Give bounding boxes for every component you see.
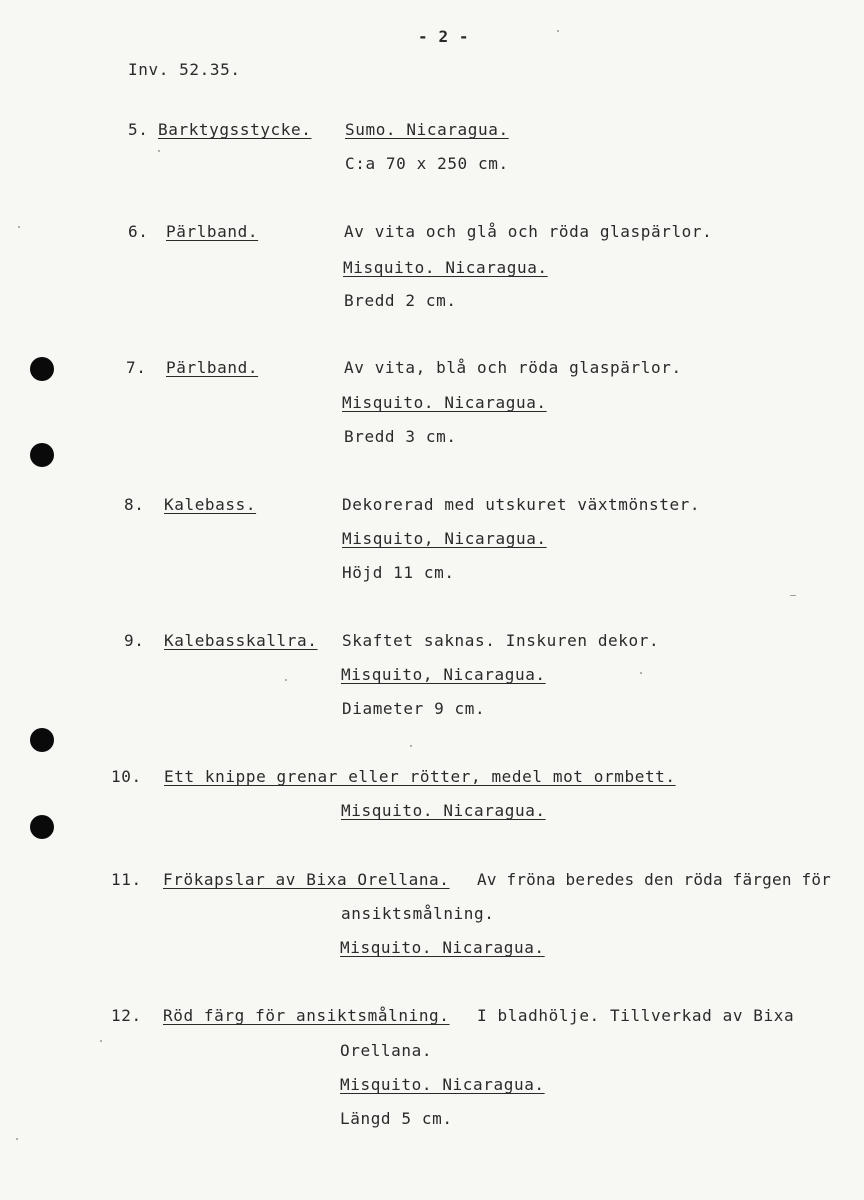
entry-dimensions: Längd 5 cm. bbox=[340, 1109, 453, 1128]
scan-speck bbox=[640, 672, 642, 674]
entry-description: Dekorerad med utskuret växtmönster. bbox=[342, 495, 701, 514]
entry-title: Ett knippe grenar eller rötter, medel mot ormbett. bbox=[164, 767, 676, 786]
entry-description: Skaftet saknas. Inskuren dekor. bbox=[342, 631, 660, 650]
scan-speck bbox=[410, 745, 412, 747]
scan-speck bbox=[100, 1040, 102, 1042]
entry-description: Av fröna beredes den röda färgen för bbox=[477, 870, 831, 889]
binder-hole bbox=[30, 728, 54, 752]
binder-hole bbox=[30, 357, 54, 381]
entry-description: Av vita och glå och röda glaspärlor. bbox=[344, 222, 713, 241]
entry-title: Pärlband. bbox=[166, 358, 259, 377]
entry-origin: Misquito. Nicaragua. bbox=[340, 938, 545, 957]
entry-number: 7. bbox=[126, 358, 147, 377]
entry-title: Barktygsstycke. bbox=[158, 120, 312, 139]
entry-number: 11. bbox=[111, 870, 142, 889]
entry-origin: Misquito, Nicaragua. bbox=[341, 665, 546, 684]
entry-title: Kalebasskallra. bbox=[164, 631, 318, 650]
scan-speck bbox=[18, 226, 20, 228]
entry-description: Av vita, blå och röda glaspärlor. bbox=[344, 358, 682, 377]
binder-hole bbox=[30, 815, 54, 839]
scan-speck bbox=[158, 150, 160, 152]
entry-dimensions: Bredd 3 cm. bbox=[344, 427, 457, 446]
entry-origin: Misquito, Nicaragua. bbox=[342, 529, 547, 548]
entry-description-continued: Orellana. bbox=[340, 1041, 433, 1060]
entry-origin: Sumo. Nicaragua. bbox=[345, 120, 509, 139]
page-number: - 2 - bbox=[418, 27, 470, 46]
entry-number: 6. bbox=[128, 222, 149, 241]
entry-number: 9. bbox=[124, 631, 145, 650]
entry-dimensions: C:a 70 x 250 cm. bbox=[345, 154, 509, 173]
entry-title: Röd färg för ansiktsmålning. bbox=[163, 1006, 450, 1025]
entry-origin: Misquito. Nicaragua. bbox=[342, 393, 547, 412]
entry-title: Frökapslar av Bixa Orellana. bbox=[163, 870, 450, 889]
entry-origin: Misquito. Nicaragua. bbox=[343, 258, 548, 277]
scan-speck bbox=[285, 679, 287, 681]
scan-speck bbox=[16, 1138, 18, 1140]
entry-number: 12. bbox=[111, 1006, 142, 1025]
entry-origin: Misquito. Nicaragua. bbox=[340, 1075, 545, 1094]
entry-number: 10. bbox=[111, 767, 142, 786]
entry-dimensions: Diameter 9 cm. bbox=[342, 699, 486, 718]
entry-dimensions: Höjd 11 cm. bbox=[342, 563, 455, 582]
entry-description: I bladhölje. Tillverkad av Bixa bbox=[477, 1006, 795, 1025]
scan-speck bbox=[557, 30, 559, 32]
entry-number: 8. bbox=[124, 495, 145, 514]
entry-dimensions: Bredd 2 cm. bbox=[344, 291, 457, 310]
inventory-number: Inv. 52.35. bbox=[128, 60, 241, 79]
entry-description-continued: ansiktsmålning. bbox=[341, 904, 495, 923]
entry-title: Kalebass. bbox=[164, 495, 257, 514]
scan-speck bbox=[790, 595, 796, 596]
entry-origin: Misquito. Nicaragua. bbox=[341, 801, 546, 820]
entry-number: 5. bbox=[128, 120, 149, 139]
entry-title: Pärlband. bbox=[166, 222, 259, 241]
binder-hole bbox=[30, 443, 54, 467]
